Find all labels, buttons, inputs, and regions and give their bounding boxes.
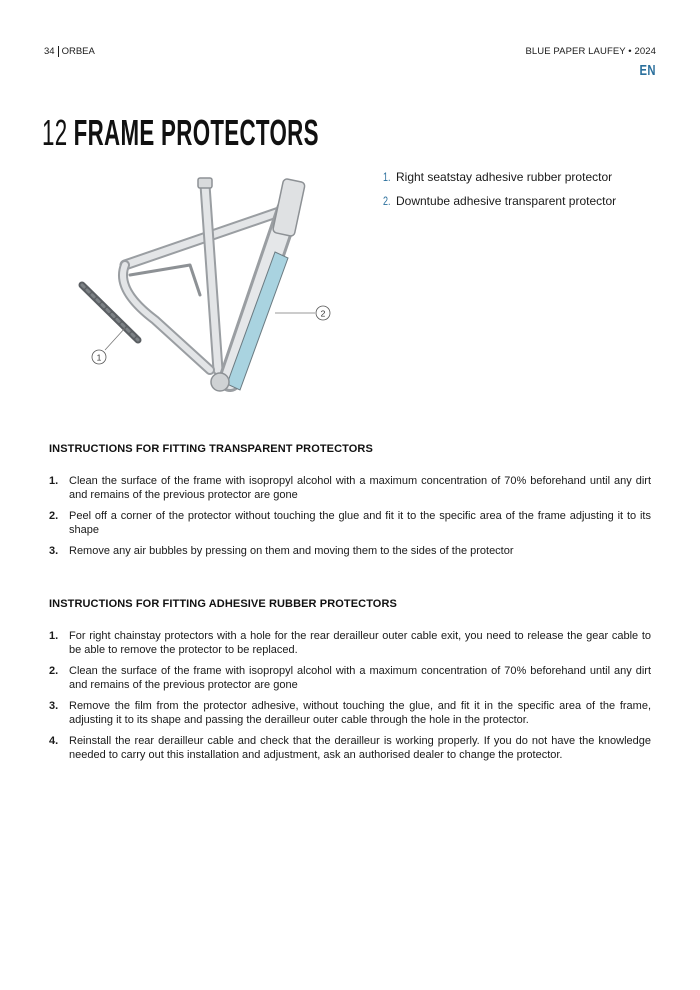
step-number: 3. [49,700,59,712]
language-tag: EN [639,62,656,79]
legend-number: 1. [383,170,391,184]
callout-label-1: 1 [96,352,102,363]
frame-diagram [70,170,370,405]
transparent-heading: INSTRUCTIONS FOR FITTING TRANSPARENT PROTECTORS [49,443,373,455]
step-text: Clean the surface of the frame with isopropyl alcohol with a maximum concentration of 70% beforehand until any dirt and remains of the previous protector are gone [69,665,651,691]
step-number: 1. [49,475,59,487]
page-header-left [44,46,95,57]
transparent-steps [49,474,651,565]
header-divider [58,46,59,57]
diagram-legend [383,170,616,218]
seat-clamp [198,178,212,188]
legend-item [383,194,616,208]
step-number: 2. [49,510,59,522]
bottom-bracket [211,373,229,391]
step-number: 4. [49,735,59,747]
section-title [42,112,319,154]
list-item [49,664,651,692]
rubber-heading: INSTRUCTIONS FOR FITTING ADHESIVE RUBBER PROTECTORS [49,598,397,610]
document-title: BLUE PAPER LAUFEY • 2024 [525,46,656,57]
shock-link [130,265,200,295]
step-text: Reinstall the rear derailleur cable and check that the derailleur is working properly. If you do not have the knowledge needed to carry out this installation and adjustment, ask an authorised dealer to change the protector. [69,735,651,761]
step-text: Peel off a corner of the protector without touching the glue and fit it to the specific area of the frame adjusting it to its shape [69,510,651,536]
step-text: Remove the film from the protector adhesive, without touching the glue, and fit it in the specific area of the frame, adjusting it to its shape and passing the derailleur outer cable through the hole in the protector. [69,700,651,726]
section-title-text: FRAME PROTECTORS [73,112,319,153]
legend-text: Right seatstay adhesive rubber protector [396,170,613,184]
legend-item [383,170,616,184]
seatstay-highlight [123,265,210,370]
head-tube [272,178,305,236]
section-number: 12 [42,112,68,153]
list-item [49,629,651,657]
step-number: 1. [49,630,59,642]
rubber-steps [49,629,651,769]
list-item [49,734,651,762]
step-text: Remove any air bubbles by pressing on them and moving them to the sides of the protector [69,545,514,557]
list-item [49,474,651,502]
list-item [49,699,651,727]
step-text: For right chainstay protectors with a hole for the rear derailleur outer cable exit, you need to release the gear cable to be able to remove the protector to be replaced. [69,630,651,656]
legend-number: 2. [383,194,391,208]
list-item [49,544,651,558]
brand-name: ORBEA [61,46,95,57]
step-text: Clean the surface of the frame with isopropyl alcohol with a maximum concentration of 70% beforehand until any dirt and remains of the previous protector are gone [69,475,651,501]
step-number: 2. [49,665,59,677]
callout-line-1 [105,328,125,350]
list-item [49,509,651,537]
callout-label-2: 2 [320,308,326,319]
page-number: 34 [44,46,55,57]
step-number: 3. [49,545,59,557]
legend-text: Downtube adhesive transparent protector [396,194,617,208]
